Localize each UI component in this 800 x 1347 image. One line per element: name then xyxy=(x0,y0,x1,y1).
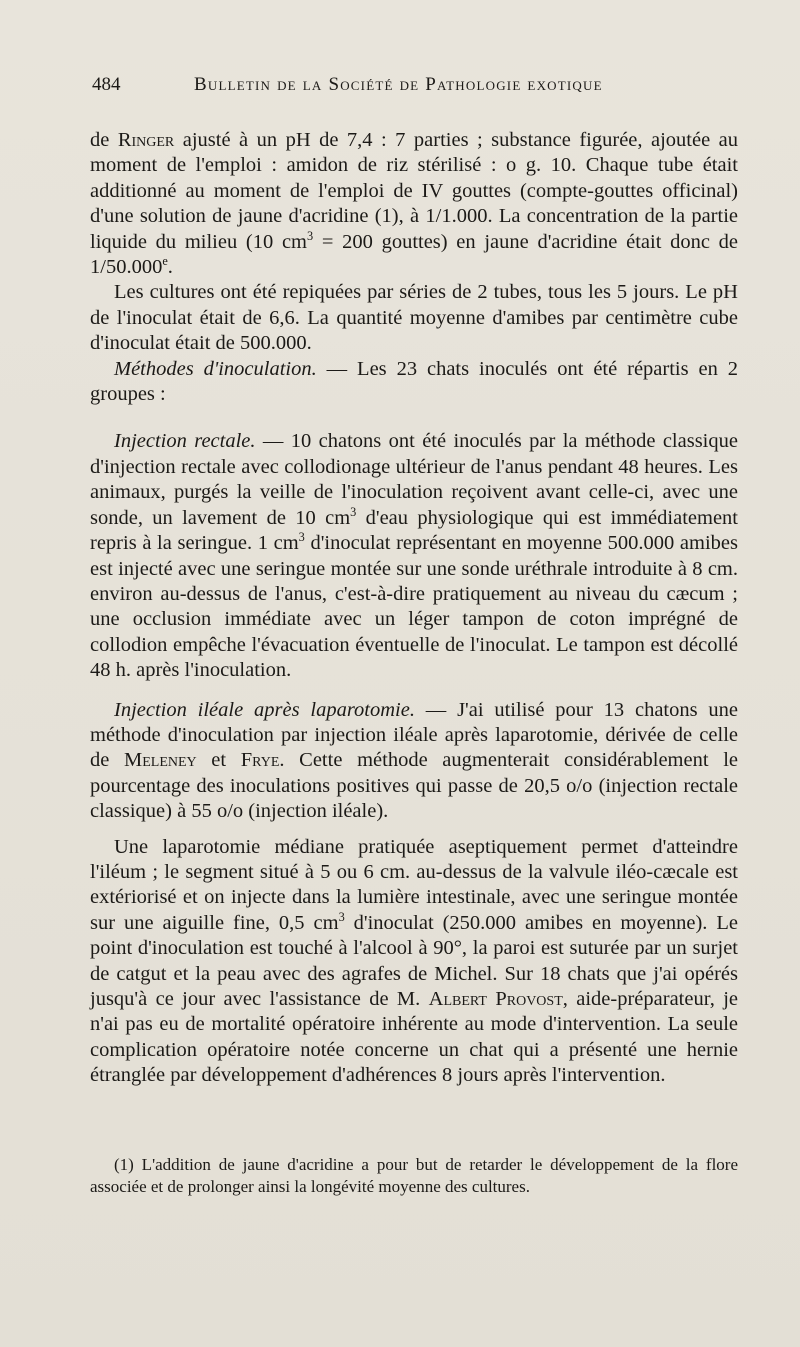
paragraph-cultures: Les cultures ont été repiquées par séries de 2 tubes, tous les 5 jours. Le pH de l'inoculat était de 6,6. La quantité moyenne d'amibes par centimètre cube d'inoculat était de 500.000. xyxy=(90,281,738,355)
footnote xyxy=(90,1154,738,1198)
paragraph-rectal-injection: Injection rectale. — 10 chatons ont été inoculés par la méthode classique d'injection rectale avec collodionage ultérieur de l'anus pendant 48 heures. Les animaux, purgés la veille de l'inoculation reçoivent avant celle-ci, avec une sonde, un lavement de 10 $cm^3$ d'eau physiologique qui est immédiatement repris à la seringue. 1 $cm^3$ d'inoculat représentant en moyenne 500.000 amibes est injecté avec une seringue montée sur une sonde uréthrale introduite à 8 cm. environ au-dessus de l'anus, c'est-à-dire pratiquement au niveau du cæcum ; une occlusion immédiate avec un léger tampon de coton imprégné de collodion empêche l'évacuation éventuelle de l'inoculat. Le tampon est décollé 48 h. après l'inoculation. xyxy=(90,430,738,682)
section-heading-methods: Méthodes d'inoculation. xyxy=(114,357,317,380)
section-heading-rectal: Injection rectale. xyxy=(114,430,256,453)
person-name-provost: Albert Provost xyxy=(428,988,563,1010)
section-heading-ileal: Injection iléale après laparotomie. xyxy=(114,698,415,721)
body-text xyxy=(90,128,738,1089)
author-name-frye: Frye xyxy=(240,749,280,772)
footnote-text: (1) L'addition de jaune d'acridine a pour but de retarder le développement de la flore associée et de prolonger ainsi la longévité moyenne des cultures. xyxy=(90,1155,738,1196)
author-name-ringer: Ringer xyxy=(117,129,175,151)
running-title: Bulletin de la Société de Pathologie exotique xyxy=(194,74,603,95)
paragraph-medium-composition: de Ringer ajusté à un pH de 7,4 : 7 parties ; substance figurée, ajoutée au moment de l'emploi : amidon de riz stérilisé : o g. 10. Chaque tube était additionné au moment de l'emploi de IV gouttes (compte-gouttes officinal) d'une solution de jaune d'acridine (1), à 1/1.000. La concentration de la partie liquide du milieu (10 $cm^3 = 200$ gouttes) en jaune d'acridine était donc de 1/50.000e. xyxy=(90,129,738,279)
paragraph-laparotomy: Une laparotomie médiane pratiquée aseptiquement permet d'atteindre l'iléum ; le segment situé à 5 ou 6 cm. au-dessus de la valvule iléo-cæcale est extériorisé et on injecte dans la lumière intestinale, avec une seringue montée sur une aiguille fine, 0,5 $cm^3$ d'inoculat (250.000 amibes en moyenne). Le point d'inoculation est touché à l'alcool à 90°, la paroi est suturée par un surjet de catgut et la peau avec des agrafes de Michel. Sur 18 chats que j'ai opérés jusqu'à ce jour avec l'assistance de M. Albert Provost, aide-préparateur, je n'ai pas eu de mortalité opératoire inhérente au mode d'intervention. La seule complication opératoire notée concerne un chat qui a présenté une hernie étranglée par développement d'adhérences 8 jours après l'intervention. xyxy=(90,835,739,1087)
page-number: 484 xyxy=(92,74,121,95)
paragraph-inoculation-methods: Méthodes d'inoculation. — Les 23 chats inoculés ont été répartis en 2 groupes : xyxy=(90,357,738,406)
author-name-meleney: Meleney xyxy=(124,749,197,772)
paragraph-ileal-injection: Injection iléale après laparotomie. — J'ai utilisé pour 13 chatons une méthode d'inoculation par injection iléale après laparotomie, dérivée de celle de Meleney et Frye. Cette méthode augmenterait considérablement le pourcentage des inoculations positives qui passe de 20,5 o/o (injection rectale classique) à 55 o/o (injection iléale). xyxy=(90,698,738,823)
page-header xyxy=(92,74,732,104)
